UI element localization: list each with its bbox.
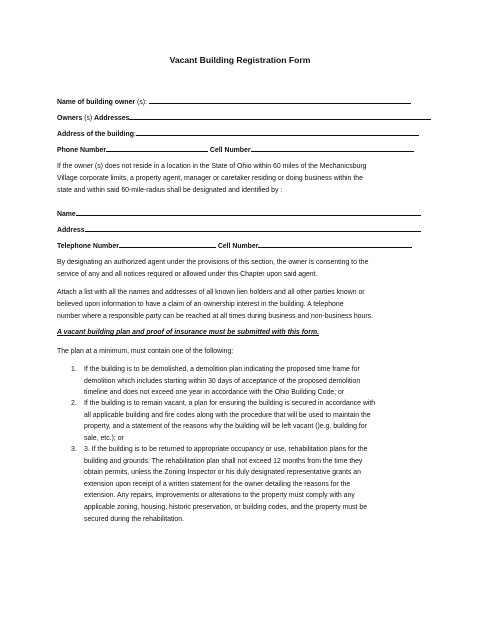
building-address-field[interactable] — [133, 128, 419, 138]
plan-notice: A vacant building plan and proof of insurance must be submitted with this form. — [57, 329, 319, 336]
list-item-line: extension. Any repairs, improvements or alterations to the property must comply with any — [84, 492, 355, 500]
plan-intro: The plan at a minimum, must contain one of the following: — [57, 348, 234, 355]
list-item-line: If the building is to be demolished, a demolition plan indicating the proposed time frame for — [84, 366, 360, 373]
lien-line: believed upon information to have a claim of an ownership interest in the building. A telephone — [57, 300, 344, 308]
owners-label: Owners — [57, 115, 83, 122]
telephone-row — [57, 240, 425, 251]
agent-address-label: Address — [57, 227, 85, 234]
agent-cell-label: Cell Number — [215, 243, 259, 250]
consent-line: By designating an authorized agent under the provisions of this section, the owner is consenting to the — [57, 259, 369, 266]
cell-field[interactable] — [251, 144, 414, 152]
list-item-body — [84, 364, 360, 399]
list-item-line: demolition which includes starting within 30 days of acceptance of the proposed demolition — [84, 377, 361, 385]
agent-intro-line: If the owner (s) does not reside in a location in the State of Ohio within 60 miles of the Mechanicsburg — [57, 163, 367, 170]
owners-addresses-field[interactable] — [129, 112, 431, 120]
agent-name-label: Name — [57, 211, 76, 218]
building-address-colon: : — [133, 131, 136, 138]
list-item-line: property, and a statement of the reasons why the building will be left vacant ()e.g. building for — [84, 423, 367, 431]
lien-line: Attach a list with all the names and addresses of all known lien holders and all other parties known or — [57, 289, 365, 296]
owner-name-row — [57, 96, 425, 107]
list-item-line: 3. If the building is to be returned to appropriate occupancy or use, rehabilitation plans for the — [84, 446, 368, 453]
agent-intro-paragraph — [57, 161, 425, 196]
agent-intro-line: state and within said 60-mile-radius shall be designated and identified by : — [57, 186, 283, 194]
cell-label: Cell Number — [208, 147, 251, 154]
list-item-body — [84, 444, 367, 525]
consent-paragraph — [57, 257, 425, 281]
telephone-label: Telephone Number — [57, 243, 119, 250]
list-item-line: secured during the rehabilitation. — [84, 515, 184, 523]
list-item-body — [84, 398, 375, 444]
list-item-line: building and grounds. The rehabilitation plan shall not exceed 12 months from the time they — [84, 457, 363, 465]
building-address-row — [57, 128, 425, 139]
lien-paragraph — [57, 287, 425, 322]
list-item-line: obtain permits, unless the Zoning Inspector or his duly designated representative grants an — [84, 469, 361, 477]
consent-line: service of any and all notices required or allowed under this Chapter upon said agent. — [57, 270, 318, 278]
addresses-label: Addresses — [94, 115, 130, 122]
list-item — [57, 364, 425, 400]
list-item-line: timeline and does not exceed one year in accordance with the Ohio Building Code; or — [84, 389, 345, 397]
owner-name-label: Name of building owner — [57, 99, 136, 106]
list-item-line: If the building is to remain vacant, a plan for ensuring the building is secured in accordance with — [84, 400, 376, 407]
list-item-line: extension upon receipt of a written statement for the owner detailing the reasons for the — [84, 480, 351, 488]
list-item-line: all applicable building and fire codes along with the procedure that will be used to maintain the — [84, 411, 371, 419]
agent-name-field[interactable] — [76, 208, 421, 216]
owners-label-mid: (s) — [82, 115, 95, 122]
form-title: Vacant Building Registration Form — [169, 55, 311, 65]
phone-row — [57, 144, 425, 155]
list-item-line: applicable zoning, housing, historic preservation, or building codes, and the property must be — [84, 503, 368, 511]
list-item-number: 2. — [71, 400, 77, 407]
agent-intro-line: Village corporate limits, a property agent, manager or caretaker residing or doing business within the — [57, 174, 363, 182]
agent-address-field[interactable] — [85, 224, 421, 232]
building-address-label: Address of the building — [57, 131, 134, 138]
list-item-line: sale, etc.); or — [84, 434, 124, 442]
agent-address-row — [57, 224, 425, 235]
telephone-field[interactable] — [119, 240, 216, 248]
agent-name-row — [57, 208, 425, 219]
list-item — [57, 444, 425, 528]
lien-line: number where a responsible party can be reached at all times during business and non-business hours. — [57, 312, 374, 320]
agent-cell-field[interactable] — [258, 240, 412, 248]
list-item — [57, 398, 425, 446]
phone-label: Phone Number — [57, 147, 107, 154]
list-item-number: 1. — [71, 366, 77, 373]
phone-field[interactable] — [106, 144, 208, 152]
owner-name-field[interactable] — [149, 96, 411, 104]
owner-name-suffix: (s): — [135, 99, 147, 106]
owners-addresses-row — [57, 112, 425, 123]
list-item-number: 3. — [71, 446, 77, 453]
